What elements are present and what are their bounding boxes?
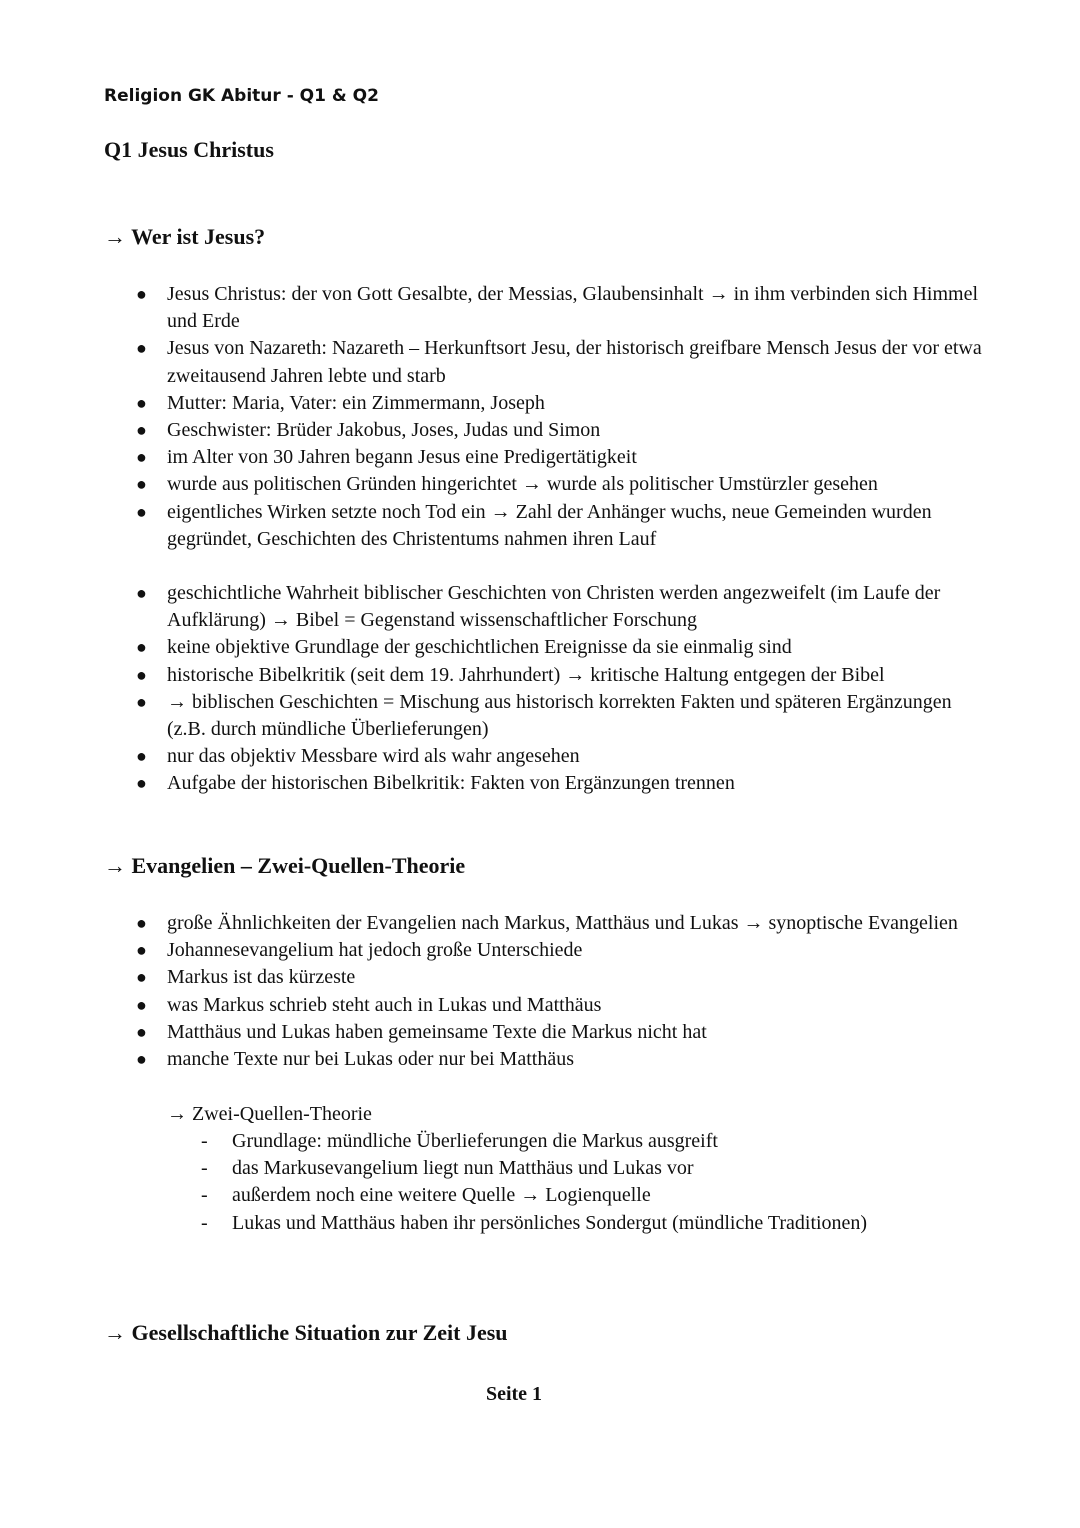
sub-heading-zwei-quellen-theorie: → Zwei-Quellen-Theorie	[167, 1103, 372, 1125]
bullet-icon: ●	[136, 474, 147, 495]
bullet-icon: ●	[136, 773, 147, 794]
bullet-icon: ●	[136, 637, 147, 658]
bullet-icon: ●	[136, 664, 147, 685]
list-item: ● Aufgabe der historischen Bibelkritik: Fakten von Ergänzungen trennen	[0, 770, 987, 797]
list-item: ● geschichtliche Wahrheit biblischer Geschichten von Christen werden angezweifelt (im Laufe der Aufklärung) → Bibel = Gegenstand wissenschaftlicher Forschung	[136, 582, 941, 632]
bullet-icon: ●	[136, 940, 147, 961]
bullet-icon: ●	[136, 338, 147, 359]
bullet-icon: ●	[136, 967, 147, 988]
dash-item: - Lukas und Matthäus haben ihr persönliches Sondergut (mündliche Traditionen)	[0, 1210, 867, 1237]
list-item: ● große Ähnlichkeiten der Evangelien nach Markus, Matthäus und Lukas → synoptische Evangelien	[0, 910, 987, 937]
bullet-icon: ●	[136, 746, 147, 767]
section-heading-evangelien: → Evangelien – Zwei-Quellen-Theorie	[104, 853, 466, 878]
list-item: ● Mutter: Maria, Vater: ein Zimmermann, Joseph	[0, 390, 987, 417]
list-evangelien	[0, 910, 987, 1073]
list-item: ● Jesus Christus: der von Gott Gesalbte, der Messias, Glaubensinhalt → in ihm verbinden sich Himmel und Erde	[136, 283, 978, 333]
list-item: ● Markus ist das kürzeste	[0, 964, 987, 991]
dash-icon: -	[201, 1211, 208, 1234]
bullet-icon: ●	[136, 447, 147, 468]
list-item: ● keine objektive Grundlage der geschichtlichen Ereignisse da sie einmalig sind	[0, 634, 987, 661]
section-heading-wer-ist-jesus: → Wer ist Jesus?	[104, 224, 266, 249]
list-item: ● Geschwister: Brüder Jakobus, Joses, Judas und Simon	[0, 417, 987, 444]
list-item: ● → biblischen Geschichten = Mischung aus historisch korrekten Fakten und späteren Ergänzungen (z.B. durch mündliche Überlieferungen)	[136, 690, 952, 741]
bullet-icon: ●	[136, 1049, 147, 1070]
bullet-icon: ●	[136, 583, 147, 603]
bullet-icon: ●	[136, 420, 147, 441]
document-header: Religion GK Abitur - Q1 & Q2	[104, 86, 379, 106]
dash-item: - Grundlage: mündliche Überlieferungen die Markus ausgreift	[0, 1128, 867, 1155]
list-wer-ist-jesus	[0, 281, 987, 553]
bullet-icon: ●	[136, 392, 147, 413]
page-number: Seite 1	[485, 1383, 543, 1405]
list-item: ● eigentliches Wirken setzte noch Tod ein → Zahl der Anhänger wuchs, neue Gemeinden wurden gegründet, Geschichten des Christentums nahmen ihren Lauf	[136, 500, 932, 550]
list-item: ● was Markus schrieb steht auch in Lukas und Matthäus	[0, 992, 987, 1019]
list-item: ● Johannesevangelium hat jedoch große Unterschiede	[0, 937, 987, 964]
list-item: ● nur das objektiv Messbare wird als wahr angesehen	[0, 743, 987, 770]
list-item: ● wurde aus politischen Gründen hingerichtet → wurde als politischer Umstürzler gesehen	[0, 471, 987, 498]
dash-item: - außerdem noch eine weitere Quelle → Logienquelle	[0, 1182, 867, 1209]
bullet-icon: ●	[136, 994, 147, 1015]
list-item: ● Jesus von Nazareth: Nazareth – Herkunftsort Jesu, der historisch greifbare Mensch Jesus der vor etwa zweitausend Jahren lebte und starb	[136, 337, 982, 387]
dash-icon: -	[201, 1184, 208, 1207]
bullet-icon: ●	[136, 1021, 147, 1042]
dash-icon: -	[201, 1130, 208, 1152]
dash-icon: -	[201, 1157, 208, 1180]
dash-item: - das Markusevangelium liegt nun Matthäus und Lukas vor	[0, 1155, 867, 1182]
list-item: ● historische Bibelkritik (seit dem 19. Jahrhundert) → kritische Haltung entgegen der Bibel	[0, 662, 987, 689]
bullet-icon: ●	[136, 913, 147, 933]
list-item: ● im Alter von 30 Jahren begann Jesus eine Predigertätigkeit	[0, 444, 987, 471]
document-title: Q1 Jesus Christus	[104, 137, 274, 162]
list-bibelkritik	[0, 580, 987, 798]
section-heading-gesellschaft: → Gesellschaftliche Situation zur Zeit Jesu	[104, 1320, 508, 1345]
bullet-icon: ●	[136, 501, 147, 522]
list-item: ● manche Texte nur bei Lukas oder nur bei Matthäus	[0, 1046, 987, 1073]
dash-list-zwei-quellen	[0, 1128, 867, 1237]
list-item: ● Matthäus und Lukas haben gemeinsame Texte die Markus nicht hat	[0, 1019, 987, 1046]
bullet-icon: ●	[136, 691, 147, 712]
bullet-icon: ●	[136, 284, 147, 304]
